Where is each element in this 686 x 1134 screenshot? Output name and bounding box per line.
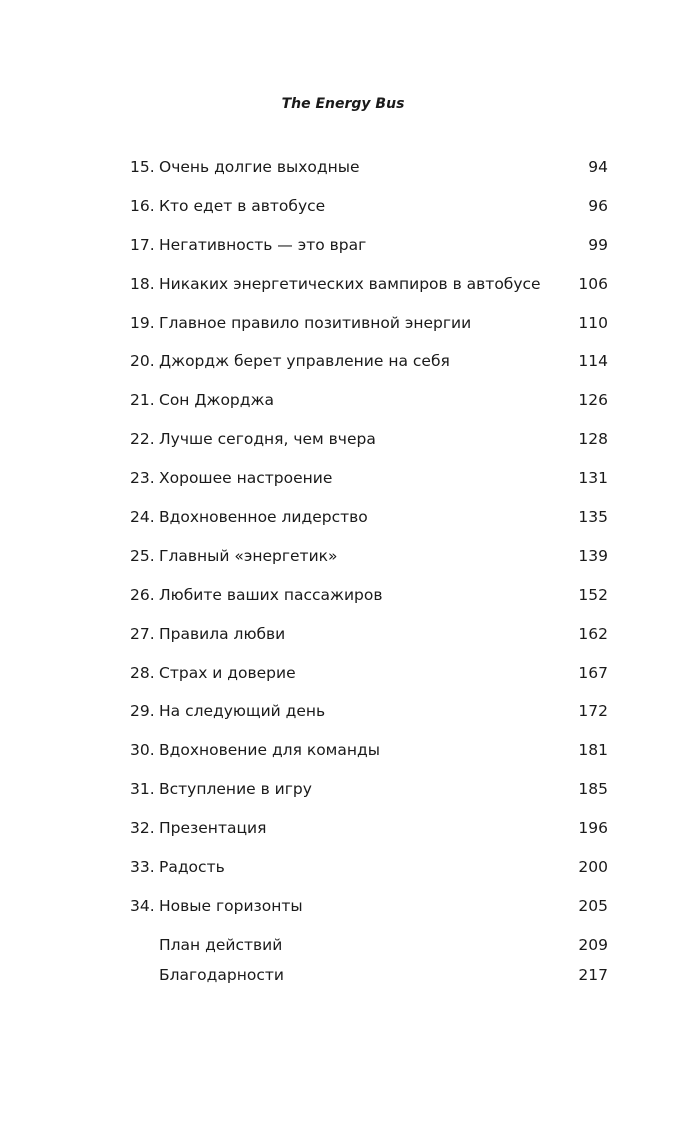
page-number: 110 xyxy=(578,313,608,332)
chapter-title: Презентация xyxy=(159,819,267,838)
toc-entry xyxy=(130,427,608,466)
toc-entry xyxy=(130,311,608,350)
chapter-number: 33. xyxy=(130,858,155,877)
page-number: 128 xyxy=(578,430,608,449)
page-number: 196 xyxy=(578,819,608,838)
page-number: 162 xyxy=(578,624,608,643)
page-number: 139 xyxy=(578,546,608,565)
chapter-number: 29. xyxy=(130,702,155,721)
page-number: 181 xyxy=(578,741,608,760)
chapter-title: Вступление в игру xyxy=(159,780,312,799)
chapter-number: 27. xyxy=(130,624,155,643)
toc-entry xyxy=(130,155,608,194)
chapter-number: 20. xyxy=(130,352,155,371)
chapter-title: Страх и доверие xyxy=(159,663,296,682)
toc-entry xyxy=(130,388,608,427)
chapter-number: 31. xyxy=(130,780,155,799)
toc-entry xyxy=(130,349,608,388)
page-number: 200 xyxy=(578,858,608,877)
toc-entry xyxy=(130,661,608,700)
toc-entry xyxy=(130,194,608,233)
page-number: 106 xyxy=(578,274,608,293)
page-number: 131 xyxy=(578,469,608,488)
toc-entry xyxy=(130,583,608,622)
chapter-number: 16. xyxy=(130,196,155,215)
section-title: Благодарности xyxy=(159,965,284,984)
chapter-number: 28. xyxy=(130,663,155,682)
chapter-number: 15. xyxy=(130,158,155,176)
chapter-title: Главный «энергетик» xyxy=(159,546,338,565)
chapter-title: Новые горизонты xyxy=(159,896,303,915)
chapter-title: Любите ваших пассажиров xyxy=(159,585,383,604)
chapter-title: Негативность — это враг xyxy=(159,235,367,254)
chapter-number: 32. xyxy=(130,819,155,838)
page-number: 99 xyxy=(588,235,608,254)
toc-entry xyxy=(130,544,608,583)
toc-entry xyxy=(130,738,608,777)
running-header: The Energy Bus xyxy=(281,96,405,112)
toc-entry xyxy=(130,505,608,544)
toc-entry xyxy=(130,816,608,855)
chapter-title: На следующий день xyxy=(159,702,326,721)
chapter-title: Очень долгие выходные xyxy=(159,158,360,176)
chapter-number: 34. xyxy=(130,896,155,915)
toc-entry xyxy=(130,777,608,816)
page-number: 126 xyxy=(578,391,608,410)
chapter-number: 22. xyxy=(130,430,155,449)
chapter-title: Сон Джорджа xyxy=(159,391,274,410)
chapter-title: Вдохновенное лидерство xyxy=(159,508,368,527)
page-number: 94 xyxy=(588,158,608,176)
chapter-title: Вдохновение для команды xyxy=(159,741,380,760)
chapter-number: 24. xyxy=(130,508,155,527)
toc-entry-unnumbered xyxy=(130,963,608,993)
chapter-title: Главное правило позитивной энергии xyxy=(159,313,472,332)
page-number: 209 xyxy=(578,935,608,954)
chapter-number: 18. xyxy=(130,274,155,293)
section-title: План действий xyxy=(159,935,283,954)
chapter-title: Лучше сегодня, чем вчера xyxy=(159,430,376,449)
chapter-title: Кто едет в автобусе xyxy=(159,196,326,215)
chapter-title: Правила любви xyxy=(159,624,286,643)
toc-entry xyxy=(130,894,608,933)
page-number: 167 xyxy=(578,663,608,682)
chapter-number: 25. xyxy=(130,546,155,565)
table-of-contents xyxy=(130,155,608,993)
page-number: 96 xyxy=(588,196,608,215)
chapter-title: Хорошее настроение xyxy=(159,469,333,488)
chapter-title: Никаких энергетических вампиров в автобусе xyxy=(159,274,541,293)
toc-entry-unnumbered xyxy=(130,933,608,963)
toc-entry xyxy=(130,272,608,311)
chapter-number: 23. xyxy=(130,469,155,488)
chapter-number: 26. xyxy=(130,585,155,604)
chapter-number: 19. xyxy=(130,313,155,332)
page-number: 217 xyxy=(578,965,608,984)
toc-entry xyxy=(130,466,608,505)
chapter-number: 21. xyxy=(130,391,155,410)
page-number: 152 xyxy=(578,585,608,604)
toc-entry xyxy=(130,233,608,272)
page-number: 114 xyxy=(578,352,608,371)
page-number: 135 xyxy=(578,508,608,527)
toc-entry xyxy=(130,699,608,738)
toc-entry xyxy=(130,622,608,661)
page-number: 185 xyxy=(578,780,608,799)
chapter-title: Радость xyxy=(159,858,225,877)
chapter-number: 30. xyxy=(130,741,155,760)
toc-entry xyxy=(130,855,608,894)
chapter-title: Джордж берет управление на себя xyxy=(159,352,450,371)
chapter-number: 17. xyxy=(130,235,155,254)
page-number: 205 xyxy=(578,896,608,915)
page-number: 172 xyxy=(578,702,608,721)
